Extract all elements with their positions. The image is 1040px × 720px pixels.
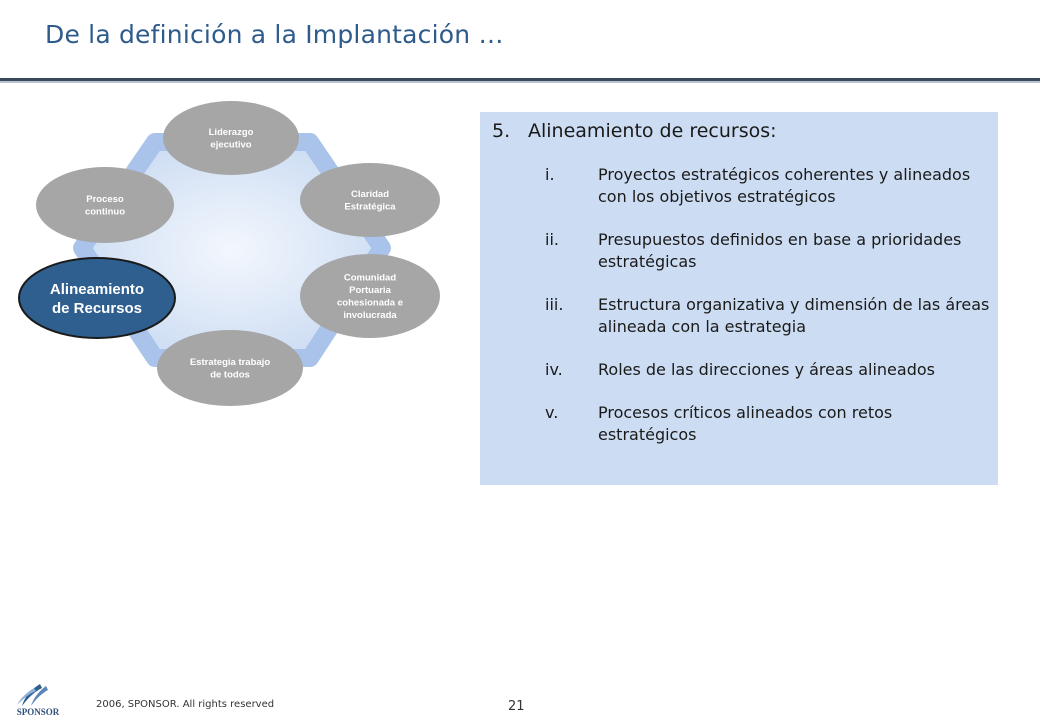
list-item — [545, 359, 995, 381]
list-item-text: Roles de las direcciones y áreas alineados — [598, 360, 935, 379]
cycle-diagram — [0, 95, 470, 425]
list-item-number: ii. — [545, 230, 559, 249]
list-item — [545, 229, 995, 273]
node-label: involucrada — [343, 310, 397, 322]
copyright-text: 2006, SPONSOR. All rights reserved — [96, 699, 275, 710]
page-number: 21 — [508, 699, 525, 714]
node-label: Claridad — [350, 189, 390, 201]
node-claridad — [300, 163, 440, 237]
node-estrategia — [157, 330, 303, 406]
list-item-text: Presupuestos definidos en base a prioridades estratégicas — [598, 230, 962, 271]
node-label: ejecutivo — [210, 139, 252, 151]
list-item — [545, 294, 995, 338]
list-item-number: v. — [545, 403, 559, 422]
sponsor-logo — [8, 680, 68, 718]
list-item-text: Procesos críticos alineados con retos estratégicos — [598, 403, 893, 444]
panel-heading — [492, 120, 777, 142]
node-comunidad — [300, 254, 440, 338]
list-item-text: Proyectos estratégicos coherentes y alineados con los objetivos estratégicos — [598, 165, 971, 206]
node-label: Proceso — [86, 194, 124, 206]
node-liderazgo — [163, 101, 299, 175]
node-proceso — [36, 167, 174, 243]
node-label: Comunidad — [343, 272, 397, 284]
header-divider-shadow — [0, 81, 1040, 83]
list-item-number: iv. — [545, 360, 563, 379]
node-label: Portuaria — [349, 285, 391, 297]
page-title: De la definición a la Implantación … — [45, 20, 504, 49]
node-label: Estratégica — [344, 201, 396, 213]
node-label: Liderazgo — [208, 127, 254, 139]
logo-wordmark: SPONSOR — [16, 707, 60, 717]
panel-heading-text: Alineamiento de recursos: — [528, 120, 777, 142]
node-label: de todos — [210, 369, 250, 381]
node-label: cohesionada e — [337, 297, 403, 309]
node-label: continuo — [84, 206, 126, 218]
node-label: Alineamiento — [49, 280, 145, 298]
list-item — [545, 164, 995, 208]
node-label: Estrategia trabajo — [189, 357, 271, 369]
node-label: de Recursos — [51, 299, 143, 317]
node-alineamiento — [19, 258, 175, 338]
panel-heading-number: 5. — [492, 120, 511, 142]
list-item — [545, 402, 995, 446]
list-item-number: iii. — [545, 295, 564, 314]
list-item-number: i. — [545, 165, 555, 184]
resources-panel — [480, 112, 998, 485]
list-item-text: Estructura organizativa y dimensión de las áreas alineada con la estrategia — [598, 295, 990, 336]
node-alineamiento-shape — [19, 258, 175, 338]
panel-item-list — [545, 164, 995, 467]
